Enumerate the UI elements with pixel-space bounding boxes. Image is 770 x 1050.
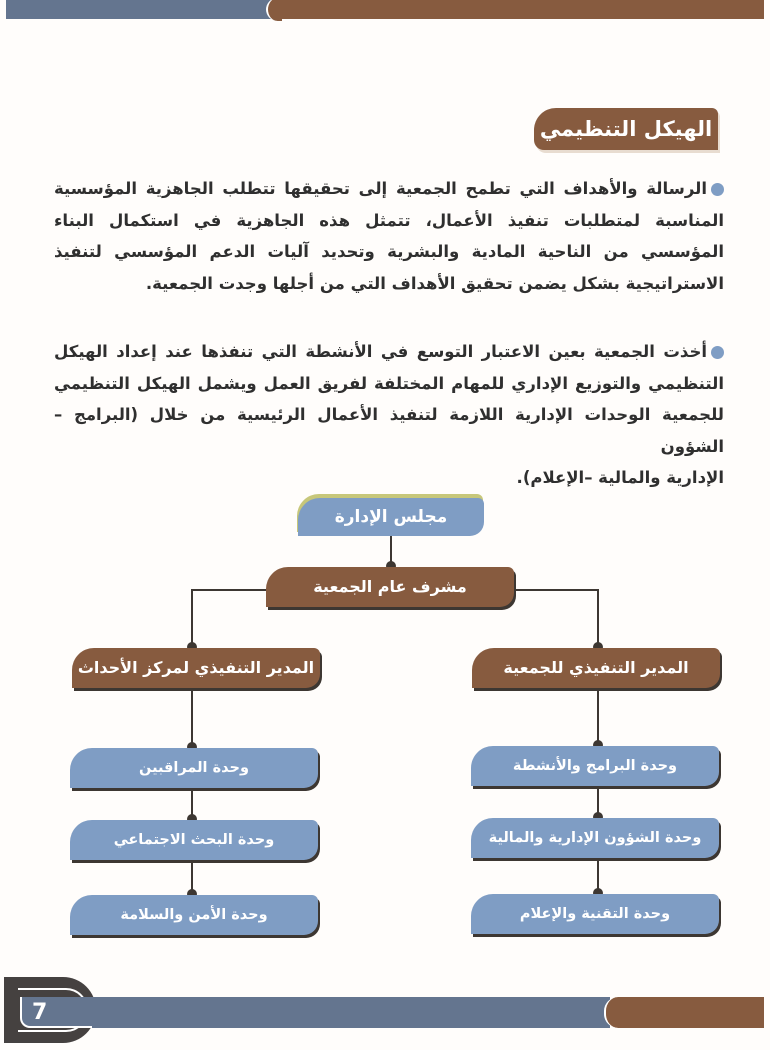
- page-number: 7: [20, 997, 92, 1028]
- org-node-unit: وحدة البحث الاجتماعي: [70, 820, 318, 860]
- bullet-dot-icon: [711, 183, 724, 196]
- org-node-director-center: المدير التنفيذي لمركز الأحداث: [72, 648, 320, 688]
- org-node-supervisor: مشرف عام الجمعية: [266, 567, 514, 607]
- footer-bar-blue: [30, 997, 610, 1028]
- org-node-unit: وحدة المراقبين: [70, 748, 318, 788]
- paragraph-1-text: الرسالة والأهداف التي تطمح الجمعية إلى تحقيقها تتطلب الجاهزية المؤسسية المناسبة لمتطلبات تنفيذ الأعمال، تتمثل هذه الجاهزية في استكمال البناء المؤسسي من الناحية المادية والبشرية وتحديد آليات الدعم المؤسسي لتنفيذ الاستراتيجية بشكل يضمن تحقيق الأهداف التي من أجلها وجدت الجمعية.: [54, 179, 724, 293]
- connector-supervisor-left: [192, 590, 266, 648]
- connector-supervisor-right: [514, 590, 598, 648]
- org-node-unit: وحدة التقنية والإعلام: [471, 894, 719, 934]
- bullet-dot-icon: [711, 346, 724, 359]
- org-node-unit: وحدة الشؤون الإدارية والمالية: [471, 818, 719, 858]
- org-node-director-association: المدير التنفيذي للجمعية: [472, 648, 720, 688]
- org-node-unit: وحدة البرامج والأنشطة: [471, 746, 719, 786]
- section-title: الهيكل التنظيمي: [534, 108, 718, 150]
- paragraph-1: [54, 173, 724, 299]
- paragraph-2-text: أخذت الجمعية بعين الاعتبار التوسع في الأنشطة التي تنفذها عند إعداد الهيكل التنظيمي والتوزيع الإداري للمهام المختلفة لفريق العمل ويشمل الهيكل التنظيمي للجمعية الوحدات الإدارية اللازمة لتنفيذ الأعمال الرئيسية من خلال (البرامج –الشؤون: [54, 342, 724, 456]
- org-node-unit: وحدة الأمن والسلامة: [70, 895, 318, 935]
- paragraph-2-last-line: الإدارية والمالية –الإعلام).: [516, 468, 724, 487]
- top-bar-brown: [272, 0, 764, 19]
- paragraph-2: [54, 336, 724, 494]
- footer-bar-brown: [604, 997, 764, 1028]
- top-bar-blue: [6, 0, 278, 19]
- org-node-board: مجلس الإدارة: [298, 498, 484, 536]
